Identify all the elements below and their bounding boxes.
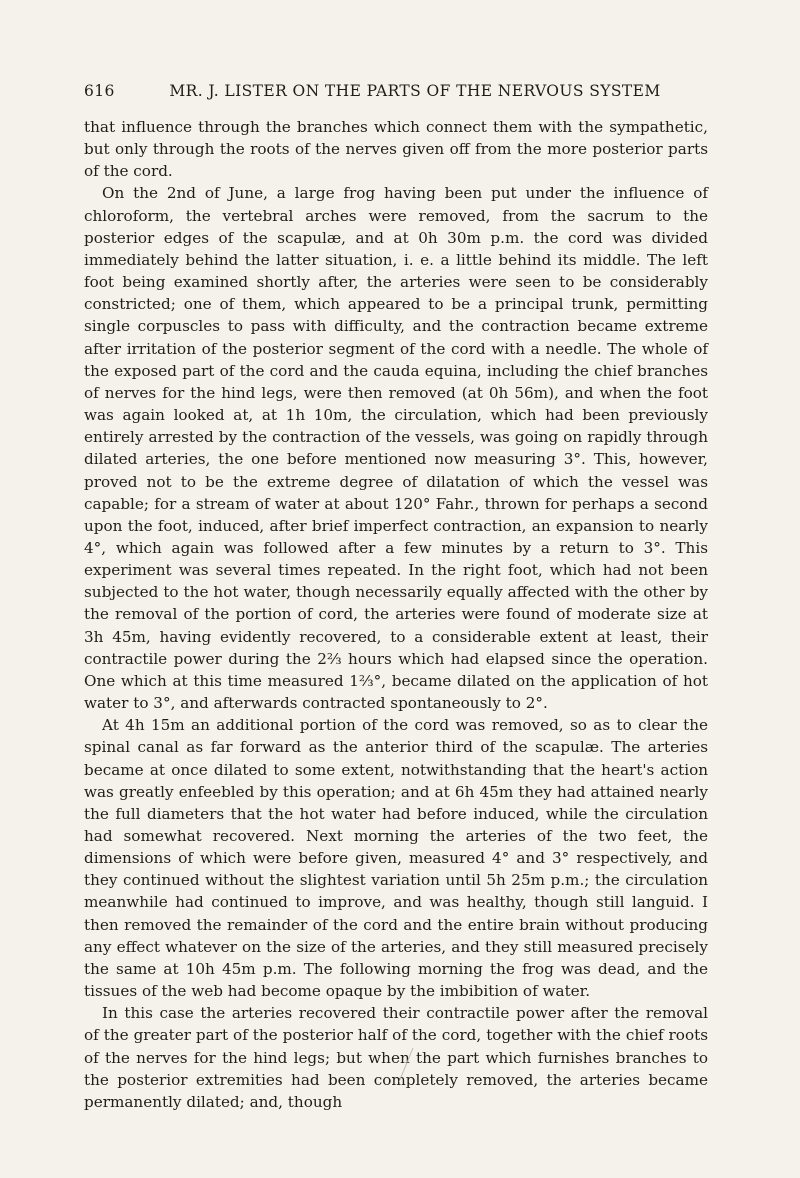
body-text — [84, 116, 708, 1113]
paragraph-june-experiment: On the 2nd of June, a large frog having been put under the influence of chloroform, the vertebral arches were removed, from the sacrum to the posterior edges of the scapulæ, and at 0h 30m p.m. the cord was divided immediately behind the latter situation, i. e. a little behind its middle. The left foot being examined shortly after, the arteries were seen to be considerably constricted; one of them, which appeared to be a principal trunk, permitting single corpuscles to pass with difficulty, and the contraction became extreme after irritation of the posterior segment of the cord with a needle. The whole of the exposed part of the cord and the cauda equina, including the chief branches of nerves for the hind legs, were then removed (at 0h 56m), and when the foot was again looked at, at 1h 10m, the circulation, which had been previously entirely arrested by the contraction of the vessels, was going on rapidly through dilated arteries, the one before mentioned now measuring 3°. This, however, proved not to be the extreme degree of dilatation of which the vessel was capable; for a stream of water at about 120° Fahr., thrown for perhaps a second upon the foot, induced, after brief imperfect contraction, an expansion to nearly 4°, which again was followed after a few minutes by a return to 3°. This experiment was several times repeated. In the right foot, which had not been subjected to the hot water, though necessarily equally affected with the other by the removal of the portion of cord, the arteries were found of moderate size at 3h 45m, having evidently recovered, to a considerable extent at least, their contractile power during the 2⅔ hours which had elapsed since the operation. One which at this time measured 1⅔°, became dilated on the application of hot water to 3°, and afterwards contracted spontaneously to 2°. — [84, 184, 708, 713]
paragraph-additional-removal: At 4h 15m an additional portion of the cord was removed, so as to clear the spinal canal as far forward as the anterior third of the scapulæ. The arteries became at once dilated to some extent, notwithstanding that the heart's action was greatly enfeebled by this operation; and at 6h 45m they had attained nearly the full diameters that the hot water had before induced, while the circulation had somewhat recovered. Next morning the arteries of the two feet, the dimensions of which were before given, measured 4° and 3° respectively, and they continued without the slightest variation until 5h 25m p.m.; the circulation meanwhile had continued to improve, and was healthy, though still languid. I then removed the remainder of the cord and the entire brain without producing any effect whatever on the size of the arteries, and they still measured precisely the same at 10h 45m p.m. The following morning the frog was dead, and the tissues of the web had become opaque by the imbibition of water. — [84, 716, 708, 1001]
page-number: 616 — [84, 82, 115, 100]
pencil-mark — [395, 1044, 419, 1084]
running-head: MR. J. LISTER ON THE PARTS OF THE NERVOUS SYSTEM — [169, 82, 661, 100]
paragraph-continuation: that influence through the branches which connect them with the sympathetic, but only through the roots of the nerves given off from the more posterior parts of the cord. — [84, 118, 708, 181]
paragraph-conclusion: In this case the arteries recovered their contractile power after the removal of the greater part of the posterior half of the cord, together with the chief roots of the nerves for the hind legs; but when the part which furnishes branches to the posterior extremities had been completely removed, the arteries became permanently dilated; and, though — [84, 1004, 708, 1111]
page-header — [84, 82, 706, 104]
